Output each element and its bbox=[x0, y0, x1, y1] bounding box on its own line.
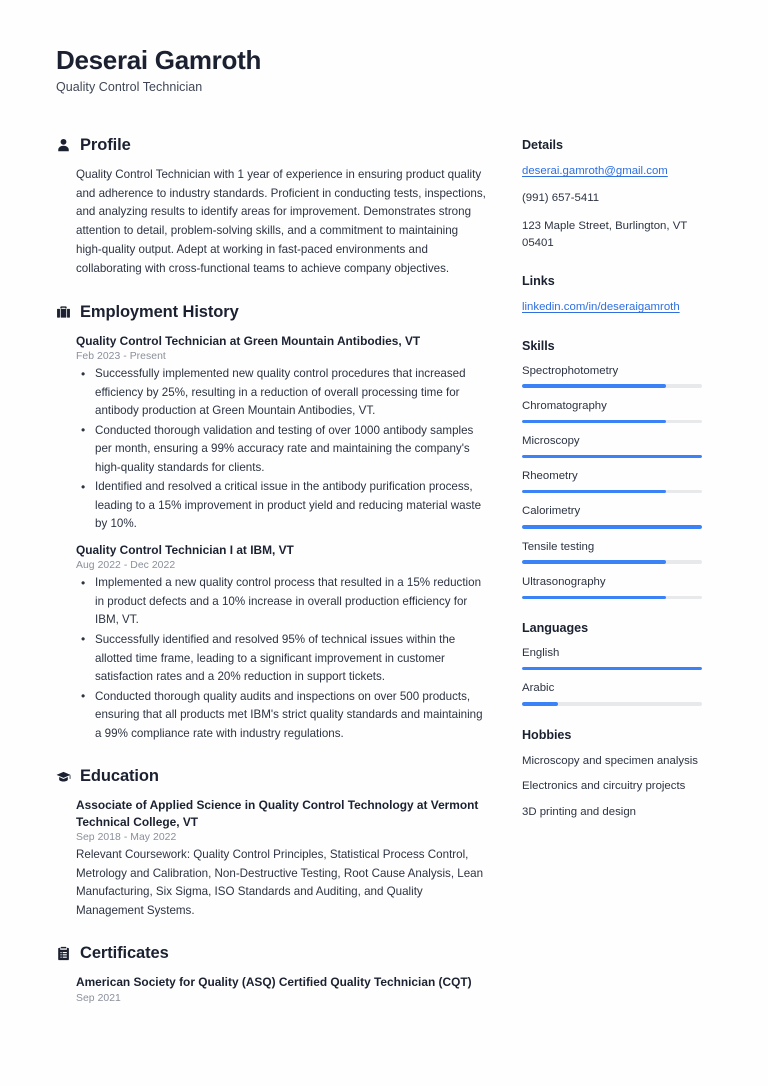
list-item: • Successfully identified and resolved 95% of technical issues within the allotted time frame, leading to a significant improvement in customer satisfaction rates and a 20% reduction in support tickets. bbox=[76, 631, 486, 687]
list-item: • Implemented a new quality control process that resulted in a 15% reduction in product defects and a 10% increase in overall production efficiency for IBM, VT. bbox=[76, 574, 486, 630]
language-level-track bbox=[522, 667, 702, 670]
certificate-entry-title: American Society for Quality (ASQ) Certified Quality Technician (CQT) bbox=[76, 975, 472, 990]
section-title-employment: Employment History bbox=[80, 302, 239, 321]
skill-level-fill bbox=[522, 384, 666, 387]
employment-entry-date: Feb 2023 - Present bbox=[76, 351, 166, 362]
language-item bbox=[522, 646, 720, 670]
candidate-name: Deserai Gamroth bbox=[56, 45, 262, 75]
employment-entry-title: Quality Control Technician I at IBM, VT bbox=[76, 542, 294, 557]
resume-header bbox=[56, 46, 720, 94]
skill-label: Rheometry bbox=[522, 470, 578, 483]
sidebar-title-links: Links bbox=[522, 274, 555, 289]
list-item: • Identified and resolved a critical issue in the antibody purification process, leading to a 15% improvement in product yield and reducing material waste by 10%. bbox=[76, 478, 486, 534]
education-entry bbox=[56, 797, 486, 920]
skill-level-fill bbox=[522, 596, 666, 599]
employment-entry bbox=[56, 542, 486, 743]
skill-level-fill bbox=[522, 525, 702, 528]
list-item: • Successfully implemented new quality control procedures that increased efficiency by 25%, resulting in a reduction of overall processing time for antibody production at Green Mountain Antibodies, VT. bbox=[76, 365, 486, 421]
section-title-education: Education bbox=[80, 767, 159, 786]
language-item bbox=[522, 681, 720, 705]
language-label: Arabic bbox=[522, 682, 555, 695]
contact-phone: (991) 657-5411 bbox=[522, 192, 600, 205]
skill-label: Spectrophotometry bbox=[522, 364, 619, 377]
skill-level-track bbox=[522, 560, 702, 563]
employment-entry-date: Aug 2022 - Dec 2022 bbox=[76, 560, 176, 572]
skill-item bbox=[522, 434, 720, 458]
section-certificates bbox=[56, 944, 486, 1003]
main-column bbox=[56, 136, 486, 1028]
link-row bbox=[522, 299, 720, 316]
language-label: English bbox=[522, 647, 560, 660]
skill-item bbox=[522, 540, 720, 564]
skill-level-fill bbox=[522, 420, 666, 423]
section-header-certificates bbox=[56, 944, 486, 963]
skill-item bbox=[522, 575, 720, 599]
skill-level-track bbox=[522, 420, 702, 423]
briefcase-icon bbox=[56, 304, 71, 321]
section-title-certificates: Certificates bbox=[80, 944, 169, 963]
skill-item bbox=[522, 399, 720, 423]
employment-entry-title: Quality Control Technician at Green Mountain Antibodies, VT bbox=[76, 333, 421, 348]
contact-email-link[interactable]: deserai.gamroth@gmail.com bbox=[522, 164, 668, 177]
sidebar-block-hobbies bbox=[522, 728, 720, 821]
candidate-job-title: Quality Control Technician bbox=[56, 79, 203, 94]
contact-address: 123 Maple Street, Burlington, VT 05401 bbox=[522, 219, 688, 249]
skill-level-fill bbox=[522, 560, 666, 563]
sidebar-block-details bbox=[522, 138, 720, 252]
certificate-entry-date: Sep 2021 bbox=[76, 992, 121, 1004]
sidebar-title-skills: Skills bbox=[522, 338, 555, 353]
skill-label: Tensile testing bbox=[522, 540, 595, 553]
sidebar-block-languages bbox=[522, 621, 720, 705]
section-employment bbox=[56, 303, 486, 744]
skill-label: Ultrasonography bbox=[522, 575, 606, 588]
hobby-item: 3D printing and design bbox=[522, 805, 636, 818]
employment-entry bbox=[56, 333, 486, 534]
language-level-fill bbox=[522, 667, 702, 670]
section-header-education bbox=[56, 767, 486, 786]
profile-text: Quality Control Technician with 1 year of experience in ensuring product quality and adherence to industry standards. Proficient in conducting tests, inspections, and analyzing results to identify areas for improvement. Demonstrates strong attention to detail, problem-solving skills, and a commitment to maintaining high-quality output. Adept at working in fast-paced environments and collaborating with cross-functional teams to achieve company objectives. bbox=[76, 167, 486, 275]
skill-item bbox=[522, 469, 720, 493]
skill-level-track bbox=[522, 596, 702, 599]
sidebar-title-hobbies: Hobbies bbox=[522, 727, 572, 742]
person-icon bbox=[56, 137, 71, 154]
sidebar-column bbox=[522, 136, 720, 842]
skill-level-track bbox=[522, 455, 702, 458]
section-profile bbox=[56, 136, 486, 279]
education-entry-description: Relevant Coursework: Quality Control Principles, Statistical Process Control, Metrology and Calibration, Non-Destructive Testing, Root Cause Analysis, Lean Manufacturing, Six Sigma, ISO Standards and Auditing, and Quality Management Systems. bbox=[76, 848, 484, 917]
section-header-profile bbox=[56, 136, 486, 155]
language-level-fill bbox=[522, 702, 558, 705]
section-title-profile: Profile bbox=[80, 135, 131, 154]
hobby-item: Electronics and circuitry projects bbox=[522, 780, 686, 793]
hobby-item: Microscopy and specimen analysis bbox=[522, 754, 698, 767]
education-entry-title: Associate of Applied Science in Quality Control Technology at Vermont Technical College, VT bbox=[76, 798, 479, 829]
skill-level-track bbox=[522, 490, 702, 493]
skill-item bbox=[522, 364, 720, 388]
skill-level-track bbox=[522, 384, 702, 387]
skill-level-fill bbox=[522, 455, 702, 458]
sidebar-block-skills bbox=[522, 339, 720, 600]
sidebar-block-links bbox=[522, 274, 720, 316]
section-education bbox=[56, 767, 486, 920]
employment-entry-bullets bbox=[76, 574, 486, 743]
list-item: • Conducted thorough quality audits and inspections on over 500 products, ensuring that all products met IBM's strict quality standards and maintaining a 99% compliance rate with industry regulations. bbox=[76, 688, 486, 744]
contact-email-row bbox=[522, 163, 720, 180]
section-header-employment bbox=[56, 303, 486, 322]
clipboard-icon bbox=[56, 945, 71, 962]
education-entry-date: Sep 2018 - May 2022 bbox=[76, 832, 177, 844]
skill-label: Microscopy bbox=[522, 434, 580, 447]
skill-label: Chromatography bbox=[522, 399, 607, 412]
employment-entry-bullets bbox=[76, 365, 486, 534]
graduation-cap-icon bbox=[56, 768, 71, 785]
skill-item bbox=[522, 504, 720, 528]
sidebar-title-languages: Languages bbox=[522, 621, 589, 636]
list-item: • Conducted thorough validation and testing of over 1000 antibody samples per month, ensuring a 99% accuracy rate and maintaining the company's high-quality standards for clients. bbox=[76, 422, 486, 478]
sidebar-title-details: Details bbox=[522, 137, 563, 152]
language-level-track bbox=[522, 702, 702, 705]
skill-label: Calorimetry bbox=[522, 505, 581, 518]
skill-level-track bbox=[522, 525, 702, 528]
resume-body bbox=[56, 136, 720, 1028]
certificate-entry bbox=[56, 974, 486, 1003]
skill-level-fill bbox=[522, 490, 666, 493]
linkedin-link[interactable]: linkedin.com/in/deseraigamroth bbox=[522, 301, 680, 314]
